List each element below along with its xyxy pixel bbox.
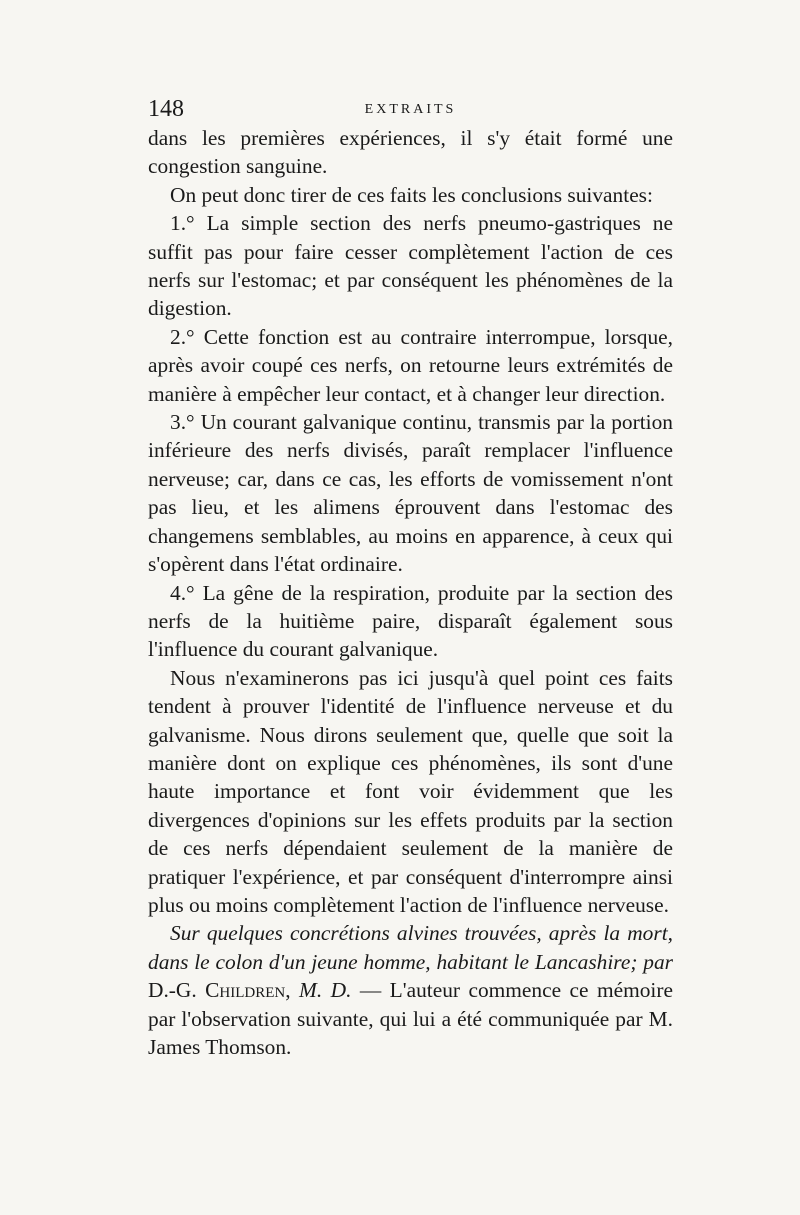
paragraph-article-intro: Sur quelques concrétions alvines trouvées, après la mort, dans le colon d'un jeune homme, habitant le Lancashire; par D.-G. Children, M. D. — L'auteur commence ce mémoire par l'observation suivante, qui lui a été communiquée par M. James Thomson. bbox=[148, 921, 673, 1059]
author-name: Children bbox=[205, 978, 286, 1003]
page-number: 148 bbox=[148, 96, 184, 122]
paragraph-conclusion-2: 2.° Cette fonction est au contraire interrompue, lorsque, après avoir coupé ces nerfs, on retourne leurs extrémités de manière à empêcher leur contact, et à changer leur direction. bbox=[148, 324, 673, 406]
paragraph-discussion: Nous n'examinerons pas ici jusqu'à quel point ces faits tendent à prouver l'identité de l'influence nerveuse et du galvanisme. Nous dirons seulement que, quelle que soit la manière dont on explique ces phénomènes, ils sont d'une haute importance et font voir évidemment que les divergences d'opinions sur les effets produits par la section de ces nerfs dépendaient seulement de la manière de pratiquer l'expérience, et par conséquent d'interrompre ainsi plus ou moins complètement l'action de l'influence nerveuse. bbox=[148, 665, 673, 917]
page-header bbox=[148, 96, 673, 124]
author-initials: D.-G. bbox=[148, 978, 197, 1003]
running-title: EXTRAITS bbox=[364, 102, 457, 117]
paragraph-conclusion-1: 1.° La simple section des nerfs pneumo-gastriques ne suffit pas pour faire cesser complètement l'action de ces nerfs sur l'estomac; et par conséquent les phénomènes de la digestion. bbox=[148, 211, 673, 321]
article-text: — L'auteur commence ce mémoire par l'observation suivante, qui lui a été communiquée par M. James Thomson. bbox=[148, 978, 673, 1059]
paragraph-conclusions-intro: On peut donc tirer de ces faits les conclusions suivantes: bbox=[170, 182, 653, 207]
paragraph-conclusion-3: 3.° Un courant galvanique continu, transmis par la portion inférieure des nerfs divisés, paraît remplacer l'influence nerveuse; car, dans ce cas, les efforts de vomissement n'ont pas lieu, et les alimens éprouvent dans l'estomac des changemens semblables, au moins en apparence, à ceux qui s'opèrent dans l'état ordinaire. bbox=[148, 410, 673, 577]
article-title: Sur quelques concrétions alvines trouvées, après la mort, dans le colon d'un jeune homme, habitant le Lancashire; par bbox=[148, 921, 673, 974]
paragraph-conclusion-4: 4.° La gêne de la respiration, produite par la section des nerfs de la huitième paire, disparaît également sous l'influence du courant galvanique. bbox=[148, 580, 673, 662]
paragraph-continuation: dans les premières expériences, il s'y était formé une congestion sanguine. bbox=[148, 126, 673, 179]
author-degree: M. D. bbox=[299, 978, 352, 1003]
page-body bbox=[148, 124, 673, 1061]
